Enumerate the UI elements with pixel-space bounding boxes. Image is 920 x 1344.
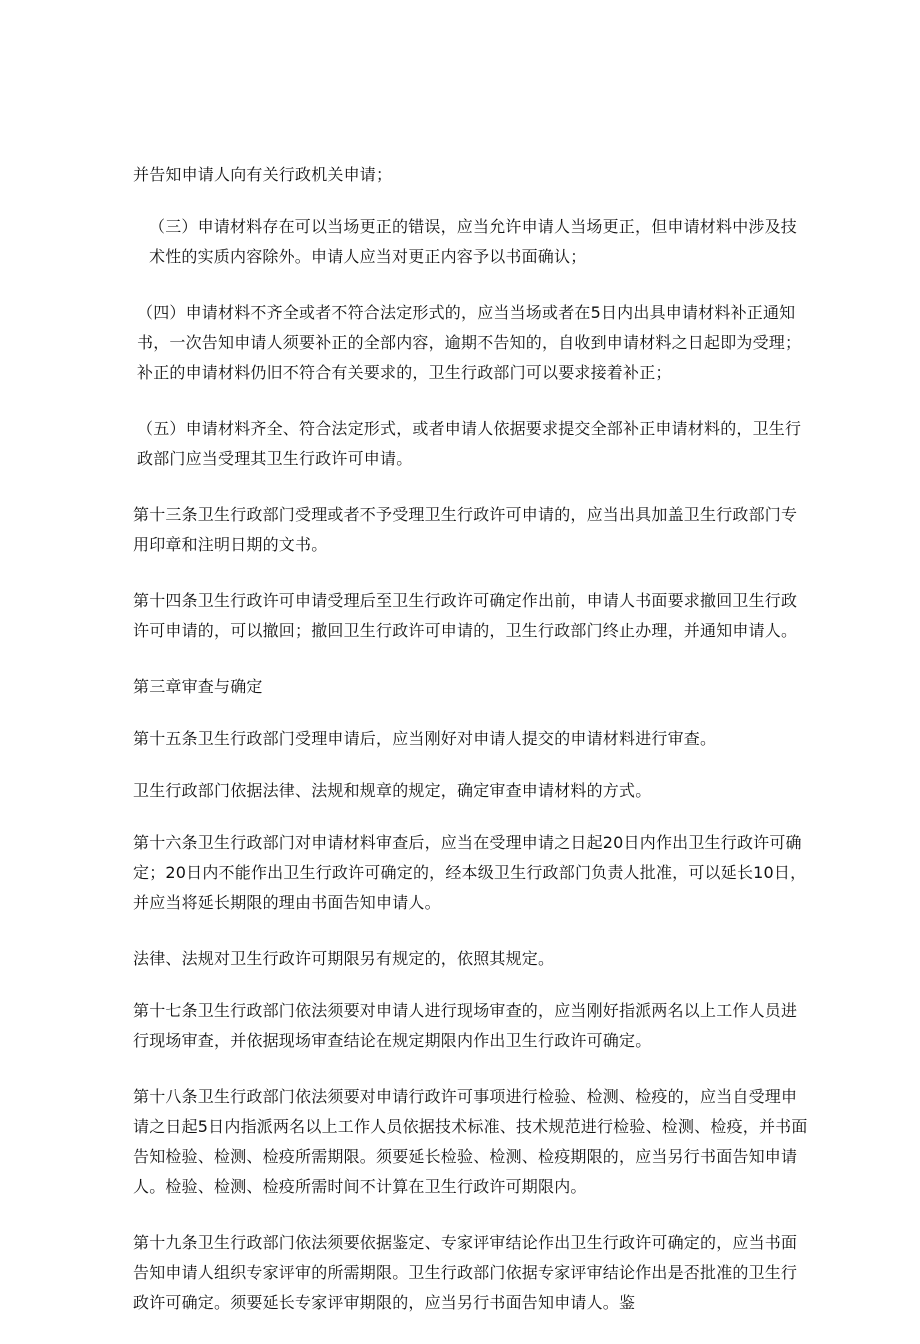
article-17: 第十七条卫生行政部门依法须要对申请人进行现场审查的，应当刚好指派两名以上工作人员进行现场审查，并依据现场审查结论在规定期限内作出卫生行政许可确定。	[133, 1001, 798, 1050]
article-19: 第十九条卫生行政部门依法须要依据鉴定、专家评审结论作出卫生行政许可确定的，应当书面告知申请人组织专家评审的所需期限。卫生行政部门依据专家评审结论作出是否批准的卫生行政许可确定。须要延长专家评审期限的，应当另行书面告知申请人。鉴	[133, 1233, 798, 1312]
paragraph-item-5: （五）申请材料齐全、符合法定形式，或者申请人依据要求提交全部补正申请材料的，卫生行政部门应当受理其卫生行政许可申请。	[137, 419, 802, 468]
article-18: 第十八条卫生行政部门依法须要对申请行政许可事项进行检验、检测、检疫的，应当自受理申请之日起5日内指派两名以上工作人员依据技术标准、技术规范进行检验、检测、检疫，并书面告知检验、检测、检疫所需期限。须要延长检验、检测、检疫期限的，应当另行书面告知申请人。检验、检测、检疫所需时间不计算在卫生行政许可期限内。	[133, 1087, 808, 1196]
paragraph-item-4: （四）申请材料不齐全或者不符合法定形式的，应当当场或者在5日内出具申请材料补正通知书，一次告知申请人须要补正的全部内容，逾期不告知的，自收到申请材料之日起即为受理；补正的申请材料仍旧不符合有关要求的，卫生行政部门可以要求接着补正；	[137, 303, 802, 382]
article-16: 第十六条卫生行政部门对申请材料审查后，应当在受理申请之日起20日内作出卫生行政许可确定；20日内不能作出卫生行政许可确定的，经本级卫生行政部门负责人批准，可以延长10日，并应当将延长期限的理由书面告知申请人。	[133, 833, 807, 912]
paragraph: 法律、法规对卫生行政许可期限另有规定的，依照其规定。	[133, 949, 555, 968]
document-body	[133, 160, 813, 1344]
article-13: 第十三条卫生行政部门受理或者不予受理卫生行政许可申请的，应当出具加盖卫生行政部门专用印章和注明日期的文书。	[133, 505, 798, 554]
paragraph: 卫生行政部门依据法律、法规和规章的规定，确定审查申请材料的方式。	[133, 781, 652, 800]
chapter-heading: 第三章审查与确定	[133, 677, 263, 696]
paragraph: 并告知申请人向有关行政机关申请；	[133, 165, 393, 184]
article-14: 第十四条卫生行政许可申请受理后至卫生行政许可确定作出前，申请人书面要求撤回卫生行政许可申请的，可以撤回；撤回卫生行政许可申请的，卫生行政部门终止办理，并通知申请人。	[133, 591, 798, 640]
paragraph-item-3: （三）申请材料存在可以当场更正的错误，应当允许申请人当场更正，但申请材料中涉及技术性的实质内容除外。申请人应当对更正内容予以书面确认；	[149, 217, 798, 266]
article-15: 第十五条卫生行政部门受理申请后，应当刚好对申请人提交的申请材料进行审查。	[133, 729, 717, 748]
